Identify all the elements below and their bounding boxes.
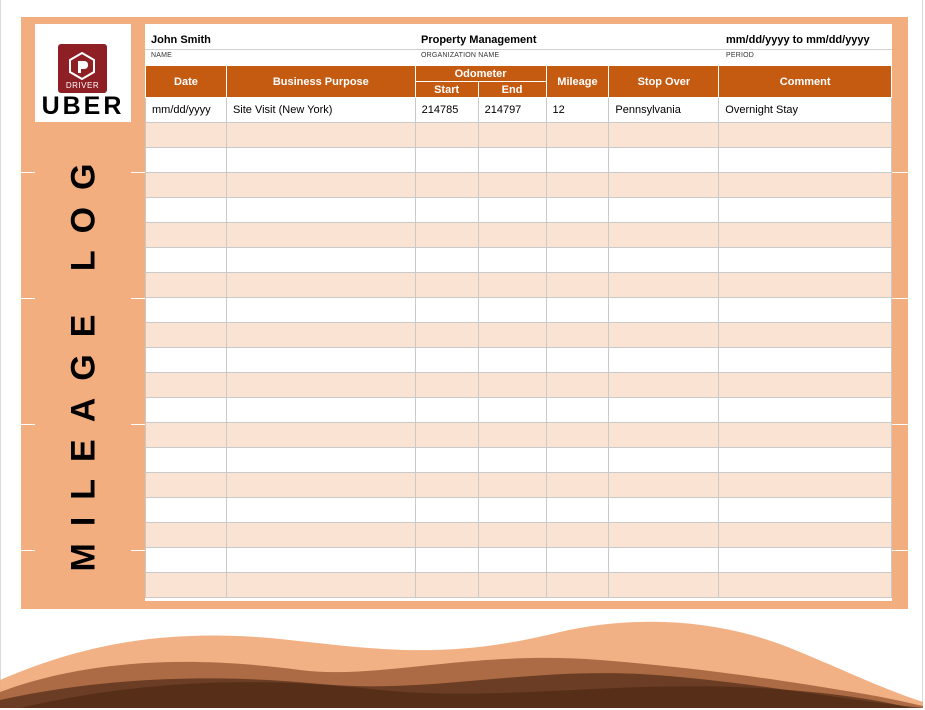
table-row — [146, 123, 892, 148]
cell-comment[interactable] — [719, 123, 892, 148]
cell-date[interactable] — [146, 148, 227, 173]
frame-tick — [131, 550, 145, 551]
uber-driver-icon — [68, 52, 96, 80]
cell-odometer-start[interactable] — [415, 248, 478, 273]
header-comment: Comment — [719, 66, 892, 98]
cell-stop-over[interactable] — [609, 423, 719, 448]
table-row — [146, 148, 892, 173]
cell-odometer-end[interactable] — [478, 398, 546, 423]
cell-business-purpose[interactable] — [226, 248, 415, 273]
cell-stop-over[interactable] — [609, 248, 719, 273]
cell-odometer-end[interactable] — [478, 198, 546, 223]
cell-date[interactable] — [146, 198, 227, 223]
organization-block — [415, 24, 720, 65]
cell-odometer-start[interactable] — [415, 448, 478, 473]
period-rule — [720, 49, 892, 50]
cell-date[interactable] — [146, 448, 227, 473]
table-row — [146, 348, 892, 373]
frame-tick — [21, 424, 35, 425]
cell-odometer-end[interactable] — [478, 548, 546, 573]
table-row — [146, 423, 892, 448]
cell-odometer-start[interactable] — [415, 198, 478, 223]
cell-stop-over[interactable] — [609, 323, 719, 348]
mileage-log-title: MILEAGE LOG — [64, 146, 103, 572]
organization-rule — [415, 49, 720, 50]
name-caption: NAME — [151, 52, 173, 59]
cell-mileage[interactable]: 12 — [546, 98, 609, 123]
cell-odometer-start[interactable] — [415, 323, 478, 348]
cell-date[interactable] — [146, 298, 227, 323]
table-row — [146, 448, 892, 473]
cell-date[interactable] — [146, 423, 227, 448]
cell-mileage[interactable] — [546, 323, 609, 348]
cell-odometer-end[interactable] — [478, 248, 546, 273]
table-row — [146, 473, 892, 498]
cell-date[interactable] — [146, 223, 227, 248]
cell-comment[interactable] — [719, 273, 892, 298]
cell-stop-over[interactable] — [609, 223, 719, 248]
cell-mileage[interactable] — [546, 198, 609, 223]
cell-business-purpose[interactable] — [226, 548, 415, 573]
cell-date[interactable] — [146, 248, 227, 273]
logo-driver-label: DRIVER — [65, 81, 100, 90]
cell-mileage[interactable] — [546, 123, 609, 148]
cell-odometer-start[interactable] — [415, 398, 478, 423]
cell-business-purpose[interactable] — [226, 498, 415, 523]
cell-stop-over[interactable]: Pennsylvania — [609, 98, 719, 123]
cell-stop-over[interactable] — [609, 498, 719, 523]
cell-odometer-start[interactable] — [415, 298, 478, 323]
name-value[interactable]: John Smith — [151, 34, 211, 46]
cell-odometer-end[interactable]: 214797 — [478, 98, 546, 123]
cell-odometer-start[interactable] — [415, 348, 478, 373]
cell-odometer-end[interactable] — [478, 373, 546, 398]
cell-odometer-end[interactable] — [478, 348, 546, 373]
cell-mileage[interactable] — [546, 548, 609, 573]
cell-business-purpose[interactable] — [226, 148, 415, 173]
cell-date[interactable] — [146, 323, 227, 348]
cell-comment[interactable] — [719, 348, 892, 373]
cell-odometer-end[interactable] — [478, 448, 546, 473]
cell-mileage[interactable] — [546, 248, 609, 273]
header-odometer: Odometer — [415, 66, 546, 82]
cell-business-purpose[interactable] — [226, 423, 415, 448]
frame-tick — [892, 424, 908, 425]
frame-tick — [131, 298, 145, 299]
cell-stop-over[interactable] — [609, 573, 719, 598]
cell-business-purpose[interactable] — [226, 173, 415, 198]
cell-mileage[interactable] — [546, 348, 609, 373]
cell-comment[interactable] — [719, 298, 892, 323]
frame-tick — [892, 550, 908, 551]
cell-stop-over[interactable] — [609, 398, 719, 423]
cell-comment[interactable] — [719, 198, 892, 223]
cell-odometer-start[interactable] — [415, 373, 478, 398]
cell-odometer-end[interactable] — [478, 573, 546, 598]
cell-business-purpose[interactable] — [226, 398, 415, 423]
cell-business-purpose[interactable] — [226, 123, 415, 148]
table-body — [146, 98, 892, 598]
cell-comment[interactable] — [719, 573, 892, 598]
cell-comment[interactable] — [719, 373, 892, 398]
header-business-purpose: Business Purpose — [226, 66, 415, 98]
cell-comment[interactable]: Overnight Stay — [719, 98, 892, 123]
table-row — [146, 323, 892, 348]
cell-business-purpose[interactable] — [226, 223, 415, 248]
cell-business-purpose[interactable] — [226, 298, 415, 323]
cell-comment[interactable] — [719, 498, 892, 523]
cell-date[interactable] — [146, 273, 227, 298]
cell-odometer-start[interactable] — [415, 548, 478, 573]
cell-business-purpose[interactable]: Site Visit (New York) — [226, 98, 415, 123]
cell-stop-over[interactable] — [609, 123, 719, 148]
cell-comment[interactable] — [719, 423, 892, 448]
cell-odometer-end[interactable] — [478, 148, 546, 173]
cell-date[interactable] — [146, 573, 227, 598]
decorative-wave — [0, 610, 923, 708]
cell-comment[interactable] — [719, 548, 892, 573]
table-row — [146, 373, 892, 398]
cell-odometer-start[interactable] — [415, 573, 478, 598]
table-row — [146, 223, 892, 248]
cell-odometer-start[interactable] — [415, 498, 478, 523]
header-date: Date — [146, 66, 227, 98]
period-value[interactable]: mm/dd/yyyy to mm/dd/yyyy — [726, 34, 870, 46]
cell-mileage[interactable] — [546, 448, 609, 473]
cell-comment[interactable] — [719, 323, 892, 348]
logo-emblem — [58, 44, 107, 93]
cell-stop-over[interactable] — [609, 473, 719, 498]
cell-comment[interactable] — [719, 173, 892, 198]
frame-tick — [21, 298, 35, 299]
cell-odometer-end[interactable] — [478, 298, 546, 323]
organization-value[interactable]: Property Management — [421, 34, 537, 46]
cell-date[interactable] — [146, 123, 227, 148]
cell-comment[interactable] — [719, 398, 892, 423]
header-stop-over: Stop Over — [609, 66, 719, 98]
cell-mileage[interactable] — [546, 148, 609, 173]
table-row — [146, 398, 892, 423]
cell-date[interactable] — [146, 548, 227, 573]
cell-mileage[interactable] — [546, 498, 609, 523]
table-row — [146, 173, 892, 198]
cell-odometer-end[interactable] — [478, 498, 546, 523]
name-rule — [145, 49, 415, 50]
header-odometer-start: Start — [415, 82, 478, 98]
table-row — [146, 273, 892, 298]
cell-business-purpose[interactable] — [226, 273, 415, 298]
cell-mileage[interactable] — [546, 398, 609, 423]
cell-odometer-end[interactable] — [478, 273, 546, 298]
cell-odometer-end[interactable] — [478, 123, 546, 148]
cell-comment[interactable] — [719, 223, 892, 248]
cell-stop-over[interactable] — [609, 348, 719, 373]
cell-odometer-start[interactable] — [415, 173, 478, 198]
cell-business-purpose[interactable] — [226, 348, 415, 373]
cell-odometer-start[interactable] — [415, 473, 478, 498]
period-caption: PERIOD — [726, 52, 755, 59]
uber-logo — [35, 24, 131, 122]
cell-comment[interactable] — [719, 448, 892, 473]
cell-mileage[interactable] — [546, 423, 609, 448]
cell-comment[interactable] — [719, 523, 892, 548]
cell-stop-over[interactable] — [609, 448, 719, 473]
table-row — [146, 298, 892, 323]
cell-odometer-end[interactable] — [478, 323, 546, 348]
frame-tick — [892, 298, 908, 299]
cell-odometer-start[interactable] — [415, 148, 478, 173]
cell-mileage[interactable] — [546, 473, 609, 498]
cell-stop-over[interactable] — [609, 523, 719, 548]
cell-mileage[interactable] — [546, 273, 609, 298]
cell-odometer-end[interactable] — [478, 173, 546, 198]
cell-odometer-end[interactable] — [478, 473, 546, 498]
cell-comment[interactable] — [719, 148, 892, 173]
cell-comment[interactable] — [719, 248, 892, 273]
table-row — [146, 498, 892, 523]
table-row — [146, 198, 892, 223]
cell-odometer-end[interactable] — [478, 223, 546, 248]
cell-stop-over[interactable] — [609, 273, 719, 298]
cell-odometer-start[interactable] — [415, 523, 478, 548]
cell-odometer-end[interactable] — [478, 423, 546, 448]
logo-wordmark: UBER — [41, 92, 125, 120]
cell-odometer-end[interactable] — [478, 523, 546, 548]
cell-odometer-start[interactable] — [415, 423, 478, 448]
table-row — [146, 548, 892, 573]
cell-date[interactable] — [146, 523, 227, 548]
name-block — [145, 24, 415, 65]
organization-caption: ORGANIZATION NAME — [421, 52, 500, 59]
header-mileage: Mileage — [546, 66, 609, 98]
cell-business-purpose[interactable] — [226, 373, 415, 398]
cell-stop-over[interactable] — [609, 148, 719, 173]
table-row — [146, 523, 892, 548]
table-row — [146, 573, 892, 598]
cell-stop-over[interactable] — [609, 373, 719, 398]
table-row — [146, 248, 892, 273]
cell-date[interactable] — [146, 373, 227, 398]
cell-date[interactable] — [146, 348, 227, 373]
cell-mileage[interactable] — [546, 298, 609, 323]
cell-date[interactable]: mm/dd/yyyy — [146, 98, 227, 123]
frame-tick — [131, 424, 145, 425]
cell-business-purpose[interactable] — [226, 473, 415, 498]
cell-business-purpose[interactable] — [226, 198, 415, 223]
cell-mileage[interactable] — [546, 223, 609, 248]
cell-stop-over[interactable] — [609, 173, 719, 198]
frame-tick — [21, 550, 35, 551]
cell-comment[interactable] — [719, 473, 892, 498]
frame-tick — [131, 172, 145, 173]
cell-date[interactable] — [146, 173, 227, 198]
cell-odometer-start[interactable] — [415, 273, 478, 298]
header-odometer-end: End — [478, 82, 546, 98]
cell-stop-over[interactable] — [609, 548, 719, 573]
cell-date[interactable] — [146, 498, 227, 523]
table-row — [146, 98, 892, 123]
cell-odometer-start[interactable] — [415, 123, 478, 148]
cell-mileage[interactable] — [546, 173, 609, 198]
period-block — [720, 24, 892, 65]
mileage-table — [145, 65, 892, 598]
cell-odometer-start[interactable]: 214785 — [415, 98, 478, 123]
log-sheet — [145, 24, 892, 601]
cell-stop-over[interactable] — [609, 198, 719, 223]
cell-mileage[interactable] — [546, 523, 609, 548]
cell-odometer-start[interactable] — [415, 223, 478, 248]
cell-business-purpose[interactable] — [226, 573, 415, 598]
cell-business-purpose[interactable] — [226, 523, 415, 548]
frame-tick — [21, 172, 35, 173]
cell-date[interactable] — [146, 398, 227, 423]
cell-mileage[interactable] — [546, 573, 609, 598]
frame-tick — [892, 172, 908, 173]
cell-date[interactable] — [146, 473, 227, 498]
cell-stop-over[interactable] — [609, 298, 719, 323]
cell-mileage[interactable] — [546, 373, 609, 398]
cell-business-purpose[interactable] — [226, 323, 415, 348]
cell-business-purpose[interactable] — [226, 448, 415, 473]
